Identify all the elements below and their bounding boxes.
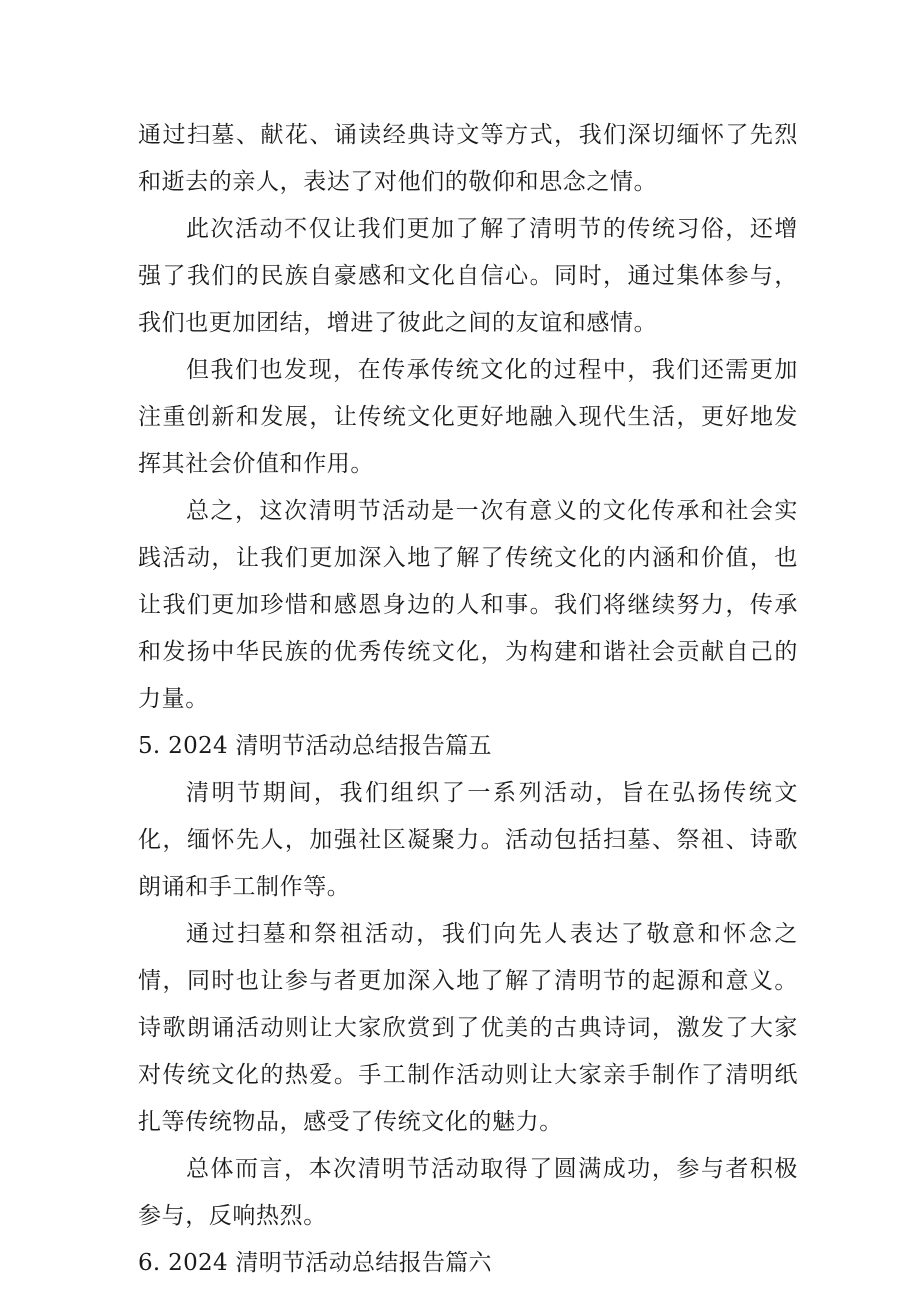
- paragraph: 总体而言，本次清明节活动取得了圆满成功，参与者积极参与，反响热烈。: [138, 1156, 798, 1229]
- document-body: [138, 112, 798, 1287]
- paragraph: 总之，这次清明节活动是一次有意义的文化传承和社会实践活动，让我们更加深入地了解了传统文化的内涵和价值，也让我们更加珍惜和感恩身边的人和事。我们将继续努力，传承和发扬中华民族的优秀传统文化，为构建和谐社会贡献自己的力量。: [138, 498, 798, 712]
- section-heading-5: 5. 2024 清明节活动总结报告篇五: [138, 733, 492, 759]
- paragraph: 此次活动不仅让我们更加了解了清明节的传统习俗，还增强了我们的民族自豪感和文化自信心。同时，通过集体参与，我们也更加团结，增进了彼此之间的友谊和感情。: [138, 216, 798, 336]
- paragraph: 但我们也发现，在传承传统文化的过程中，我们还需更加注重创新和发展，让传统文化更好地融入现代生活，更好地发挥其社会价值和作用。: [138, 357, 798, 477]
- paragraph: 清明节期间，我们组织了一系列活动，旨在弘扬传统文化，缅怀先人，加强社区凝聚力。活动包括扫墓、祭祖、诗歌朗诵和手工制作等。: [138, 780, 798, 900]
- paragraph: 通过扫墓、献花、诵读经典诗文等方式，我们深切缅怀了先烈和逝去的亲人，表达了对他们的敬仰和思念之情。: [138, 122, 798, 195]
- paragraph: 通过扫墓和祭祖活动，我们向先人表达了敬意和怀念之情，同时也让参与者更加深入地了解了清明节的起源和意义。诗歌朗诵活动则让大家欣赏到了优美的古典诗词，激发了大家对传统文化的热爱。手工制作活动则让大家亲手制作了清明纸扎等传统物品，感受了传统文化的魅力。: [138, 921, 798, 1135]
- section-heading-6: 6. 2024 清明节活动总结报告篇六: [138, 1250, 492, 1276]
